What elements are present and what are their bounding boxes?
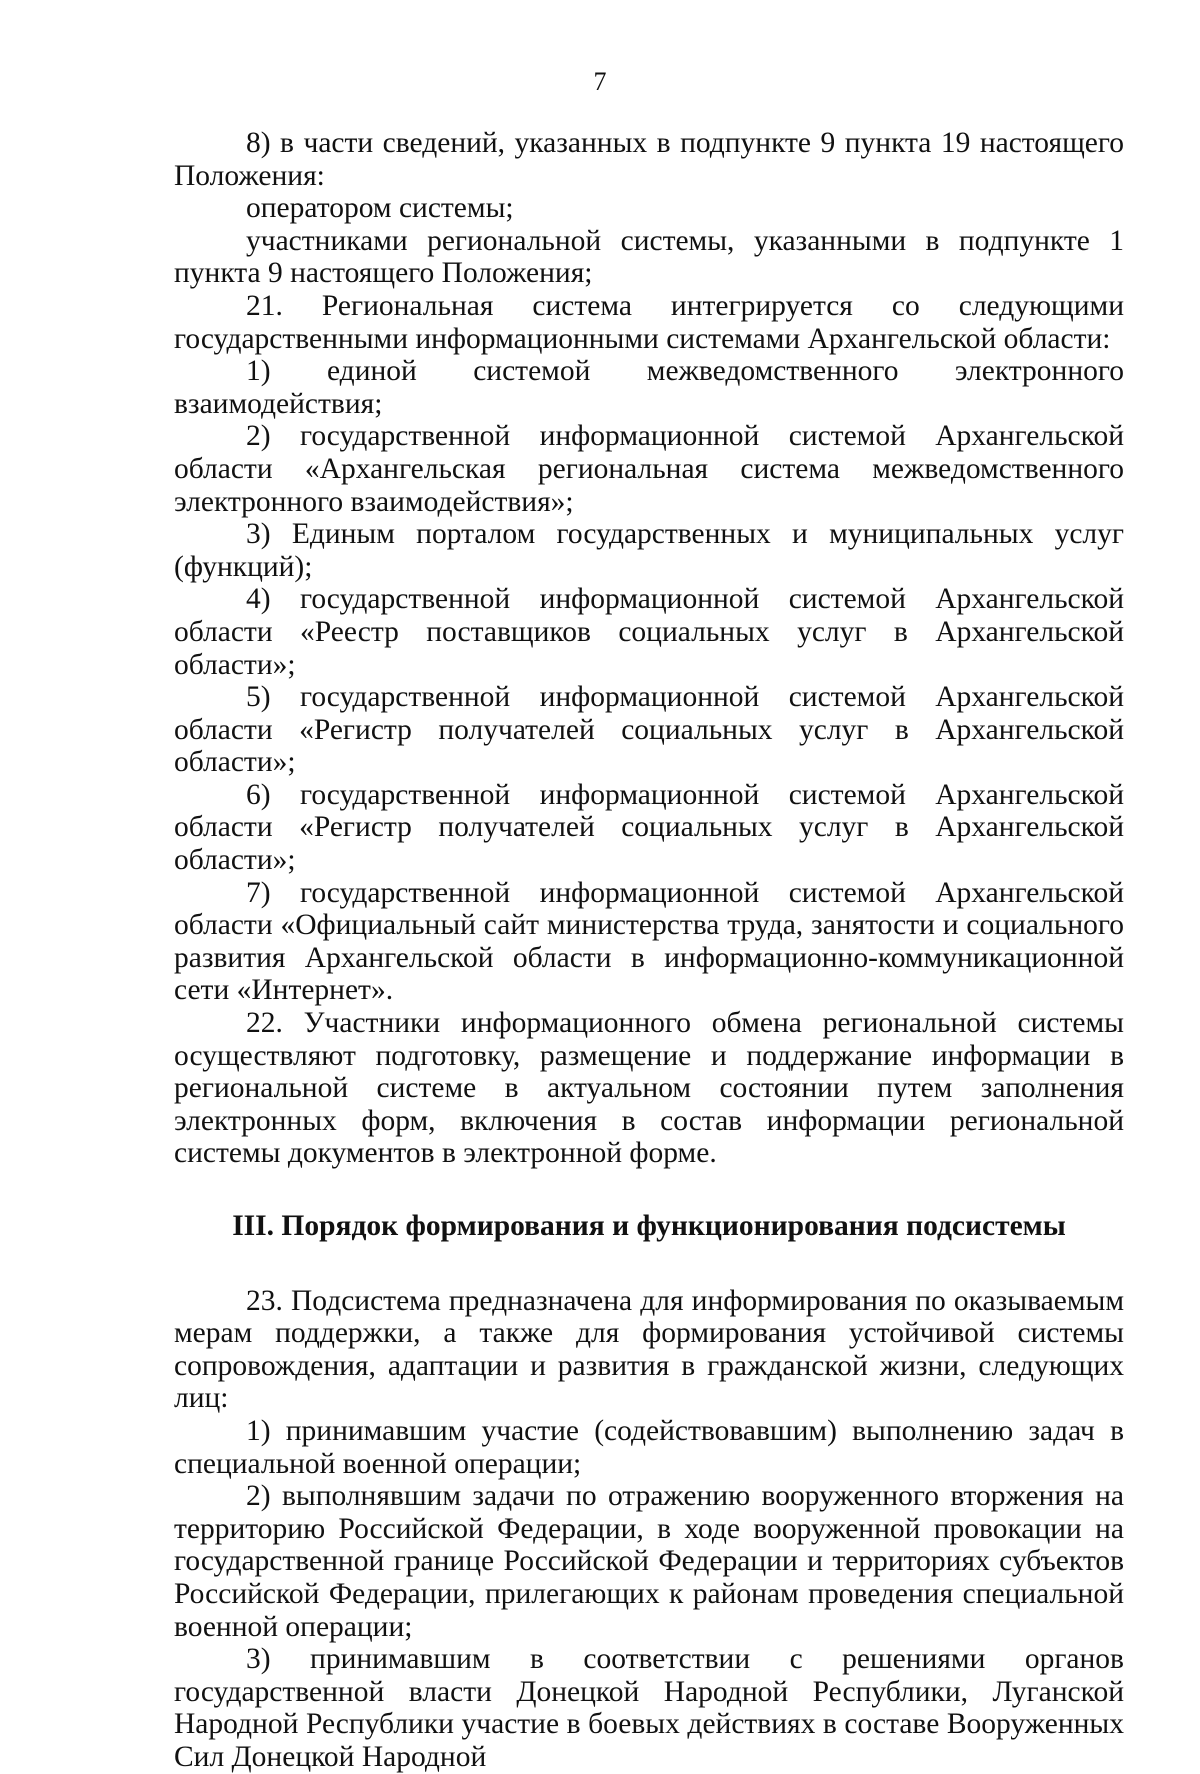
list-item-6: 6) государственной информационной системой Архангельской области «Регистр получателей социальных услуг в Архангельской области»; [174, 778, 1124, 877]
list-item-5: 5) государственной информационной системой Архангельской области «Регистр получателей социальных услуг в Архангельской области»; [174, 681, 1124, 779]
page-number: 7 [593, 67, 607, 96]
list-item-3: 3) Единым порталом государственных и муниципальных услуг (функций); [174, 518, 1124, 583]
list-item-23-2: 2) выполнявшим задачи по отражению вооруженного вторжения на территорию Российской Федерации, в ходе вооруженной провокации на государственной границе Российской Федерации и территориях субъектов Российской Федерации, прилегающих к районам проведения специальной военной операции; [174, 1480, 1124, 1643]
paragraph-23: 23. Подсистема предназначена для информирования по оказываемым мерам поддержки, а также для формирования устойчивой системы сопровождения, адаптации и развития в гражданской жизни, следующих лиц: [174, 1284, 1124, 1415]
document-body [174, 127, 1124, 1774]
paragraph-item-8: 8) в части сведений, указанных в подпункте 9 пункта 19 настоящего Положения: [174, 127, 1124, 192]
section-heading: III. Порядок формирования и функционирования подсистемы [232, 1210, 1066, 1242]
paragraph-22: 22. Участники информационного обмена региональной системы осуществляют подготовку, размещение и поддержание информации в региональной системе в актуальном состоянии путем заполнения электронных форм, включения в состав информации региональной системы документов в электронной форме. [174, 1007, 1124, 1170]
list-item-23-1: 1) принимавшим участие (содействовавшим) выполнению задач в специальной военной операции; [174, 1414, 1124, 1480]
list-item-1: 1) единой системой межведомственного электронного взаимодействия; [174, 355, 1124, 420]
paragraph-21: 21. Региональная система интегрируется со следующими государственными информационными системами Архангельской области: [174, 289, 1124, 355]
list-item-23-3: 3) принимавшим в соответствии с решениями органов государственной власти Донецкой Народной Республики, Луганской Народной Республики участие в боевых действиях в составе Вооруженных Сил Донецкой Народной [174, 1643, 1124, 1773]
paragraph-operator: оператором системы; [246, 192, 514, 225]
list-item-2: 2) государственной информационной системой Архангельской области «Архангельская региональная система межведомственного электронного взаимодействия»; [174, 420, 1124, 518]
list-item-7: 7) государственной информационной системой Архангельской области «Официальный сайт министерства труда, занятости и социального развития Архангельской области в информационно-коммуникационной сети «Интернет». [174, 876, 1124, 1007]
paragraph-participants: участниками региональной системы, указанными в подпункте 1 пункта 9 настоящего Положения; [174, 224, 1124, 290]
list-item-4: 4) государственной информационной системой Архангельской области «Реестр поставщиков социальных услуг в Архангельской области»; [174, 583, 1124, 681]
